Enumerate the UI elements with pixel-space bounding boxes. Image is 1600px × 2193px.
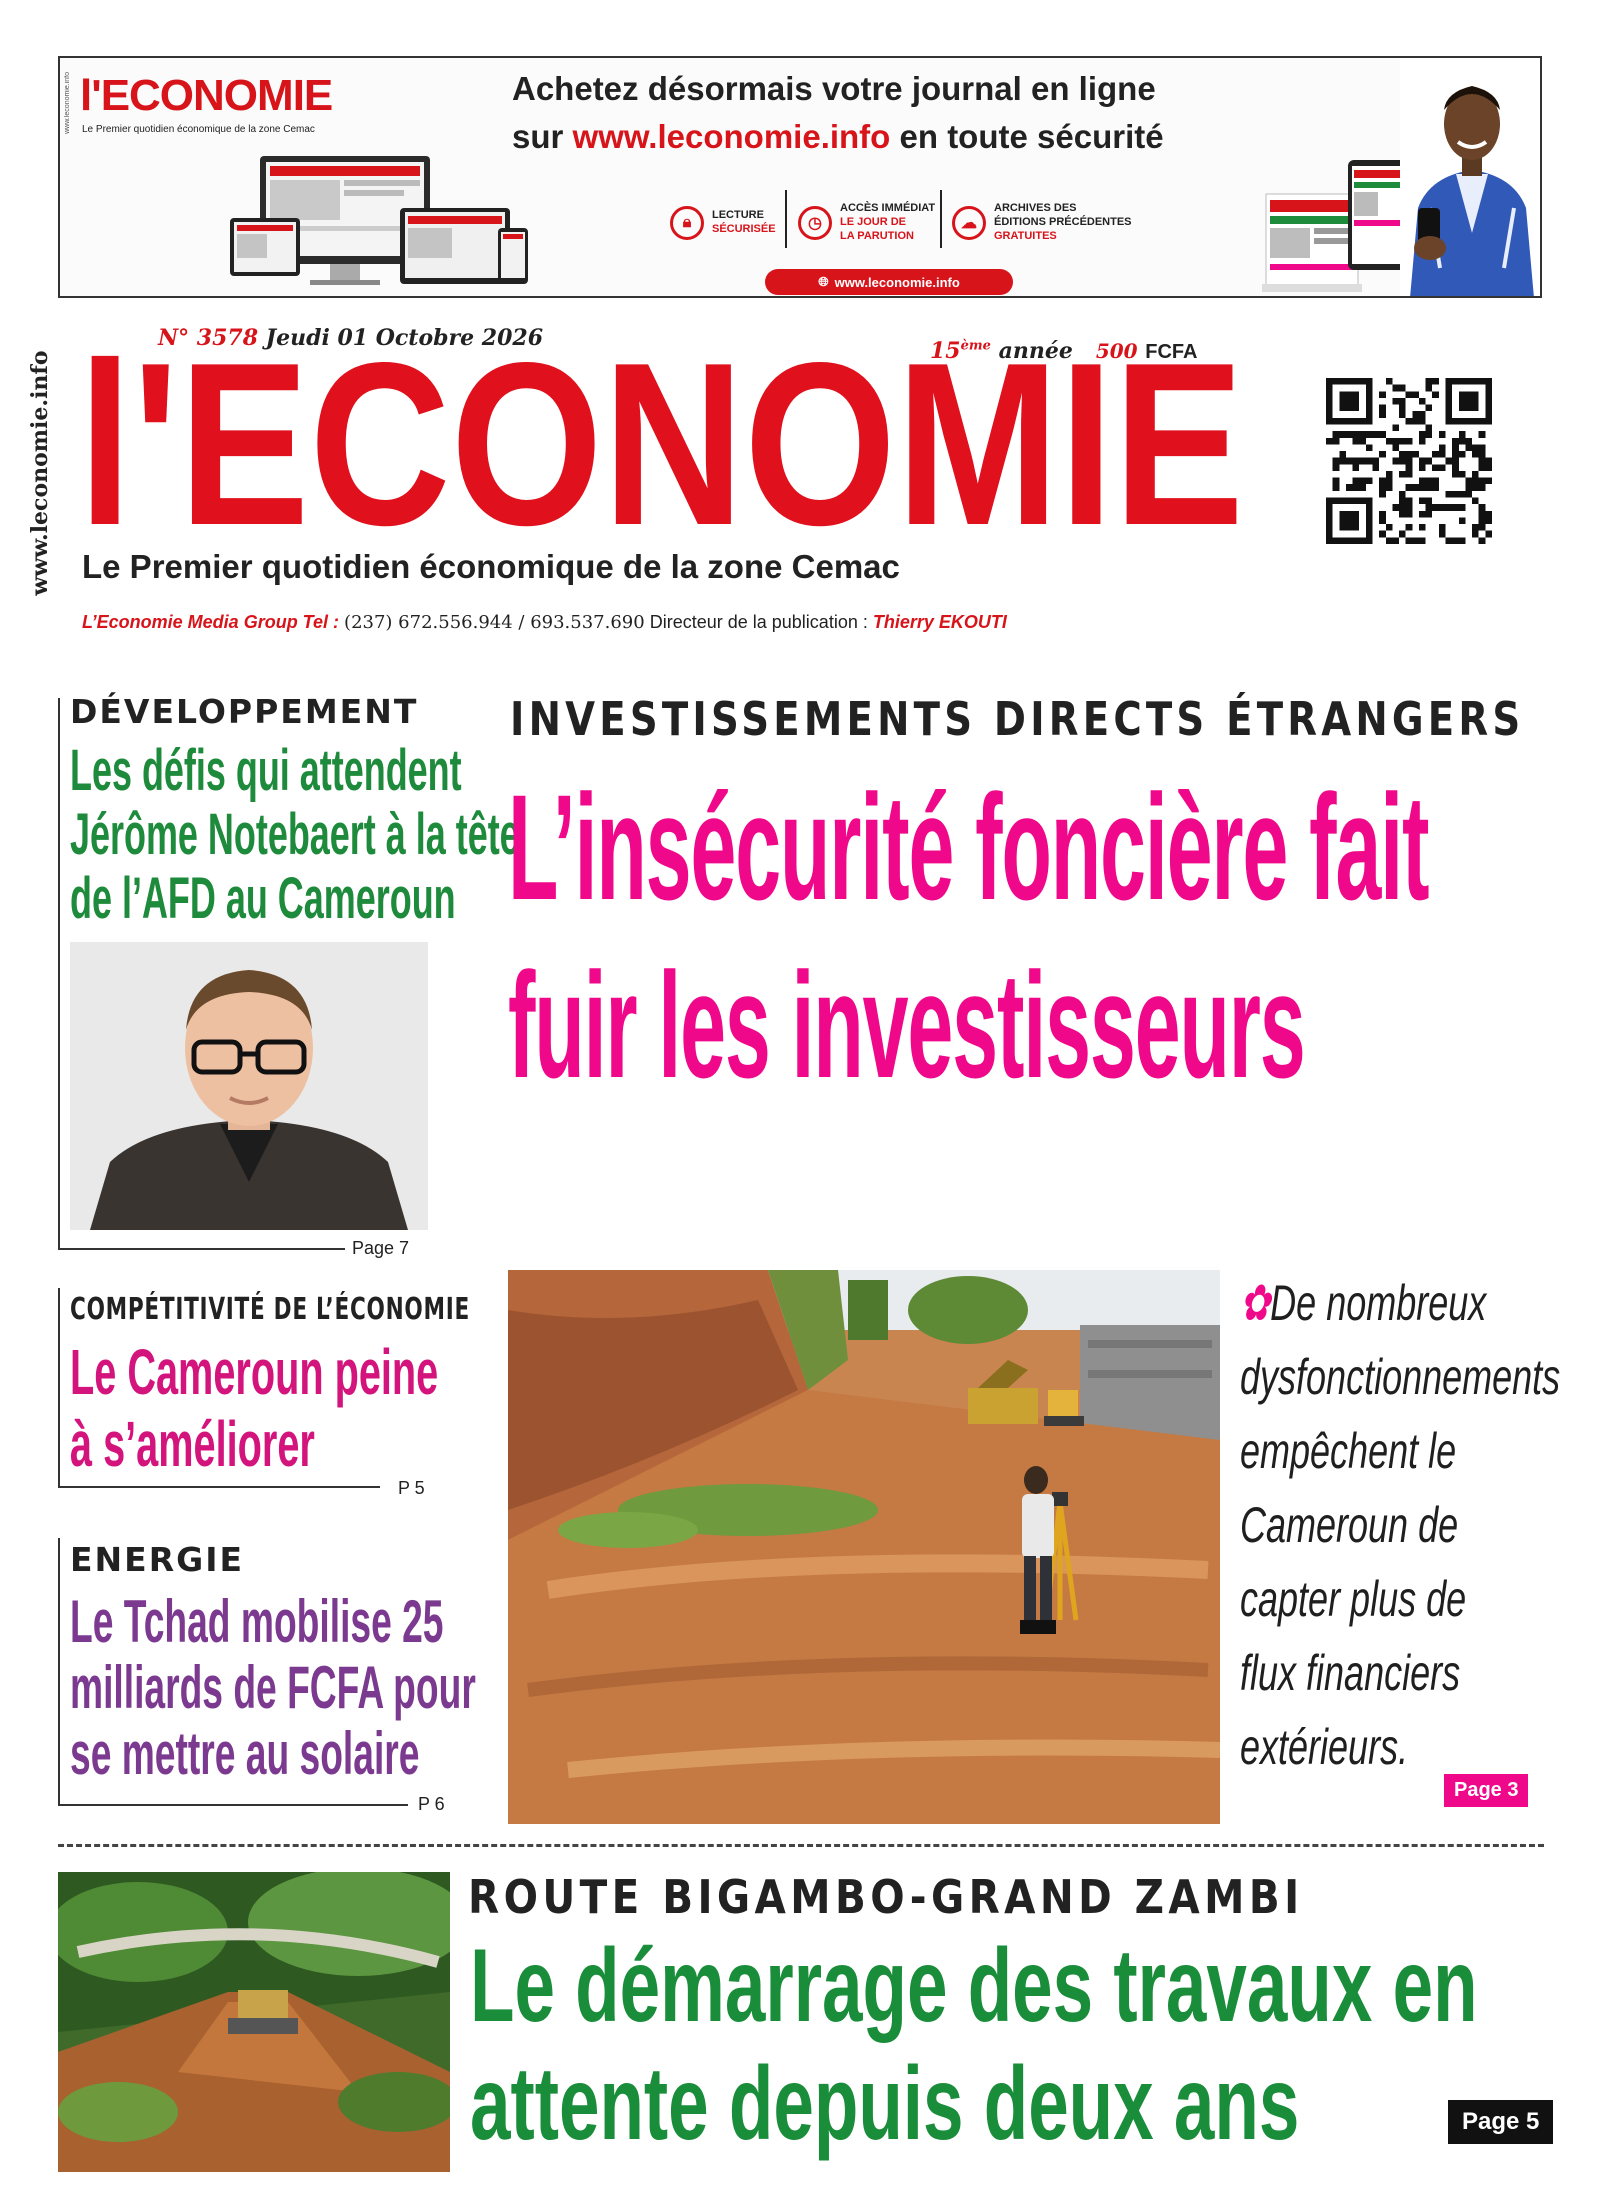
headline-line: de l’AFD au Cameroun [70,866,456,931]
headline-line: Le Cameroun peine [70,1336,439,1408]
qr-module [1412,418,1419,425]
qr-module [1386,484,1393,491]
qr-module [1406,438,1413,445]
logo-text: l'ECONOMIE [78,348,1244,538]
qr-module [1426,498,1433,505]
qr-module [1485,458,1492,465]
qr-module [1406,464,1413,471]
qr-module [1452,438,1459,445]
contact-line [82,612,1007,633]
qr-module [1465,438,1472,445]
banner-headline-1: Achetez désormais votre journal en ligne [512,70,1156,107]
page-reference[interactable]: P 6 [418,1794,445,1814]
qr-module [1372,458,1379,465]
qr-module [1399,531,1406,538]
devices-illustration [230,148,550,298]
flower-bullet-icon: ✿ [1240,1275,1271,1331]
summary-line: flux financiers [1240,1645,1461,1701]
summary-line: capter plus de [1240,1571,1467,1627]
newspaper-tagline: Le Premier quotidien économique de la zone Cemac [82,548,900,585]
qr-module [1346,484,1353,491]
qr-module [1386,378,1393,385]
qr-module [1452,444,1459,451]
bottom-headline-line: attente depuis deux ans [470,2046,1300,2162]
qr-module [1379,491,1386,498]
qr-module [1419,438,1426,445]
qr-module [1359,458,1366,465]
qr-module [1406,391,1413,398]
column-rule [58,1538,60,1806]
qr-module [1419,478,1426,485]
year-superscript: ème [960,338,991,354]
cloud-download-icon: ☁ [952,206,986,240]
feature-label: LA PARUTION [840,229,914,242]
qr-module [1419,484,1426,491]
qr-module [1399,511,1406,518]
headline-energy[interactable] [70,1588,476,1787]
qr-module [1346,431,1353,438]
qr-module [1419,411,1426,418]
contact-label: L’Economie Media Group Tel : [82,612,340,632]
feature-label: LE JOUR DE [840,216,907,229]
qr-module [1439,444,1446,451]
qr-module [1485,531,1492,538]
qr-module [1366,444,1373,451]
qr-module [1472,498,1479,505]
portrait-photo-jerome-notebaert [70,942,428,1230]
feature-secure-reading [670,188,776,258]
qr-module [1472,471,1479,478]
qr-module [1432,504,1439,511]
clock-icon: ◷ [798,206,832,240]
section-divider [58,1844,1544,1847]
qr-module [1426,478,1433,485]
summary-line: ✿De nombreux [1240,1275,1487,1331]
banner-url-button-label: www.leconomie.info [834,274,960,290]
qr-module [1399,504,1406,511]
qr-module [1426,385,1433,392]
qr-module [1446,537,1453,544]
qr-module [1386,524,1393,531]
issue-date: Jeudi 01 Octobre 2026 [265,325,544,351]
qr-module [1439,451,1446,458]
qr-module [1412,411,1419,418]
price-number: 500 [1095,339,1138,363]
qr-module [1439,531,1446,538]
qr-module [1392,444,1399,451]
lead-headline-line: fuir les investisseurs [508,941,1305,1109]
vertical-site-url: www.leconomie.info [27,350,53,596]
bottom-headline[interactable] [470,1928,1550,2162]
qr-module [1406,524,1413,531]
qr-module [1386,438,1393,445]
qr-module [1432,484,1439,491]
qr-module [1386,478,1393,485]
qr-module [1426,458,1433,465]
globe-icon: 🌐︎ [818,274,829,289]
qr-module [1399,438,1406,445]
qr-module [1399,451,1406,458]
qr-module [1333,458,1340,465]
column-rule [58,1804,408,1806]
qr-module [1372,464,1379,471]
qr-module [1439,504,1446,511]
qr-module [1386,537,1393,544]
qr-module [1359,438,1366,445]
qr-module [1406,458,1413,465]
banner-headline-2 [512,118,1164,156]
qr-module [1426,378,1433,385]
qr-module [1353,478,1360,485]
qr-module [1465,484,1472,491]
qr-module [1406,418,1413,425]
qr-module [1459,451,1466,458]
page-badge-bottom[interactable]: Page 5 [1448,2100,1553,2144]
qr-module [1446,504,1453,511]
qr-module [1432,391,1439,398]
lead-summary-bullet [1240,1275,1561,1775]
feature-label: GRATUITES [994,229,1057,242]
qr-module [1479,431,1486,438]
qr-module [1459,471,1466,478]
qr-module [1485,511,1492,518]
qr-module [1419,511,1426,518]
qr-module [1432,464,1439,471]
qr-module [1379,451,1386,458]
qr-module [1426,511,1433,518]
qr-module [1399,411,1406,418]
banner-brand-logo: l'ECONOMIE [80,71,333,120]
qr-module [1379,531,1386,538]
lead-photo-land-survey [508,1270,1220,1824]
feature-immediate-access [798,188,935,258]
qr-module [1479,444,1486,451]
qr-module [1399,498,1406,505]
qr-module [1399,458,1406,465]
qr-module [1479,484,1486,491]
qr-module [1412,451,1419,458]
banner-headline-suffix: en toute sécurité [899,118,1164,155]
qr-module [1379,405,1386,412]
qr-module [1472,531,1479,538]
qr-module [1412,537,1419,544]
qr-module [1452,458,1459,465]
qr-module [1399,491,1406,498]
lead-headline-line: L’insécurité foncière fait [508,763,1429,931]
qr-module [1339,458,1346,465]
qr-module [1399,398,1406,405]
qr-module [1392,458,1399,465]
feature-label: ÉDITIONS PRÉCÉDENTES [994,216,1132,229]
reader-with-phone-photo [1400,58,1542,298]
qr-module [1372,431,1379,438]
qr-module [1386,471,1393,478]
feature-divider [785,190,787,248]
qr-module [1479,464,1486,471]
qr-module [1479,451,1486,458]
subscription-banner-ad[interactable] [58,56,1542,298]
headline-line: à s’améliorer [70,1408,315,1480]
headline-competitiveness[interactable] [70,1336,450,1480]
qr-module [1359,484,1366,491]
contact-phones: (237) 672.556.944 / 693.537.690 [344,612,645,633]
column-rule [58,1288,60,1488]
qr-module [1392,424,1399,431]
summary-line: dysfonctionnements [1240,1349,1561,1405]
qr-module [1339,431,1346,438]
banner-side-url: www.leconomie.info [64,72,71,134]
qr-module [1439,464,1446,471]
summary-line: Cameroun de [1240,1497,1459,1553]
qr-module [1392,438,1399,445]
qr-module [1366,458,1373,465]
qr-module [1452,491,1459,498]
qr-module [1432,478,1439,485]
qr-module [1465,478,1472,485]
qr-module [1432,378,1439,385]
price-currency: FCFA [1145,341,1198,363]
qr-module [1392,385,1399,392]
qr-module [1333,464,1340,471]
qr-module [1479,524,1486,531]
qr-module [1439,431,1446,438]
feature-label: SÉCURISÉE [712,223,776,235]
qr-module [1353,458,1360,465]
qr-module [1392,504,1399,511]
qr-module [1419,418,1426,425]
qr-module [1452,464,1459,471]
qr-module [1379,511,1386,518]
lock-icon: 🔒︎ [670,206,704,240]
qr-module [1479,511,1486,518]
director-label: Directeur de la publication : [649,612,868,632]
qr-module [1472,444,1479,451]
qr-module [1472,484,1479,491]
qr-module [1406,504,1413,511]
qr-module [1452,471,1459,478]
bottom-headline-line: Le démarrage des travaux en [470,1928,1478,2044]
banner-url-link[interactable]: www.leconomie.info [572,118,891,155]
qr-module [1419,464,1426,471]
qr-module [1419,458,1426,465]
qr-module [1333,484,1340,491]
qr-module [1339,391,1359,411]
bottom-kicker: ROUTE BIGAMBO-GRAND ZAMBI [468,1870,1304,1924]
qr-module [1406,484,1413,491]
section-kicker-energy: ENERGIE [70,1540,245,1579]
qr-module [1479,458,1486,465]
page-reference[interactable]: P 5 [398,1478,425,1498]
qr-module [1412,484,1419,491]
qr-module [1399,385,1406,392]
section-kicker-competitiveness: COMPÉTITIVITÉ DE L’ÉCONOMIE [70,1292,470,1327]
feature-label: ACCÈS IMMÉDIAT [840,202,936,215]
qr-module [1452,537,1459,544]
qr-module [1406,498,1413,505]
qr-module [1479,504,1486,511]
qr-module [1333,431,1340,438]
qr-module [1459,391,1479,411]
qr-module [1359,431,1366,438]
qr-module [1485,517,1492,524]
qr-module [1419,524,1426,531]
qr-module [1406,537,1413,544]
year-number: 15 [930,338,961,364]
qr-module [1353,464,1360,471]
qr-module [1459,504,1466,511]
qr-module [1353,484,1360,491]
qr-module [1465,491,1472,498]
qr-module [1392,398,1399,405]
banner-headline-prefix: sur [512,118,564,155]
qr-module [1439,524,1446,531]
qr-module [1472,524,1479,531]
qr-module [1472,451,1479,458]
qr-module [1353,438,1360,445]
headline-line: se mettre au solaire [70,1720,420,1787]
road-works-photo [58,1872,450,2172]
lead-kicker: INVESTISSEMENTS DIRECTS ÉTRANGERS [510,692,1525,746]
qr-module [1459,537,1466,544]
qr-module [1419,537,1426,544]
headline-line: milliards de FCFA pour [70,1654,476,1721]
qr-module [1339,511,1359,531]
qr-module [1426,424,1433,431]
qr-module [1485,478,1492,485]
qr-module [1399,405,1406,412]
issue-number: N° 3578 [158,325,258,351]
year-word: année [998,338,1073,364]
summary-line: extérieurs. [1240,1719,1409,1775]
headline-line: Le Tchad mobilise 25 [70,1588,444,1655]
qr-module [1379,517,1386,524]
qr-module [1419,398,1426,405]
qr-module [1479,478,1486,485]
qr-module [1426,405,1433,412]
qr-module [1399,471,1406,478]
qr-module [1353,431,1360,438]
summary-line: empêchent le [1240,1423,1457,1479]
section-kicker-development: DÉVELOPPEMENT [70,692,419,731]
qr-module [1479,537,1486,544]
qr-module [1485,464,1492,471]
qr-module [1426,504,1433,511]
qr-module [1359,478,1366,485]
newspaper-logo [78,348,1248,538]
director-name: Thierry EKOUTI [872,612,1007,632]
qr-module [1346,458,1353,465]
column-rule [58,1486,380,1488]
qr-module [1326,438,1333,445]
qr-module [1479,517,1486,524]
qr-module [1459,491,1466,498]
banner-url-button[interactable] [765,269,1013,295]
headline-line: Les défis qui attendent [70,738,462,803]
qr-module [1419,431,1426,438]
headline-development[interactable] [70,738,520,931]
qr-module [1379,431,1386,438]
page-reference[interactable]: Page 7 [352,1238,410,1258]
column-rule [58,1248,345,1250]
lead-headline[interactable] [508,763,1548,1109]
qr-module [1426,484,1433,491]
column-rule [58,698,60,1250]
qr-module [1446,491,1453,498]
qr-module [1379,484,1386,491]
qr-module [1366,478,1373,485]
feature-label: ARCHIVES DES [994,202,1077,215]
qr-module [1333,438,1340,445]
qr-module [1366,431,1373,438]
page-badge-lead[interactable]: Page 3 [1444,1774,1528,1807]
qr-module [1379,411,1386,418]
qr-module [1465,444,1472,451]
qr-module [1406,471,1413,478]
qr-module [1412,391,1419,398]
feature-label: LECTURE [712,209,764,222]
qr-module [1459,517,1466,524]
qr-module [1379,391,1386,398]
qr-module [1379,478,1386,485]
qr-module [1333,478,1340,485]
banner-brand-tagline: Le Premier quotidien économique de la zone Cemac [82,124,315,135]
qr-module [1432,451,1439,458]
feature-archives [952,188,1132,258]
qr-module [1452,451,1459,458]
qr-module [1426,431,1433,438]
qr-module [1339,451,1346,458]
qr-module [1406,451,1413,458]
qr-module [1452,504,1459,511]
qr-module [1459,431,1466,438]
qr-module [1406,511,1413,518]
qr-module [1392,537,1399,544]
qr-code[interactable] [1326,378,1492,544]
qr-module [1446,458,1453,465]
qr-module [1472,478,1479,485]
qr-module [1419,498,1426,505]
headline-line: Jérôme Notebaert à la tête [70,802,520,867]
feature-divider [940,190,942,248]
qr-module [1459,438,1466,445]
